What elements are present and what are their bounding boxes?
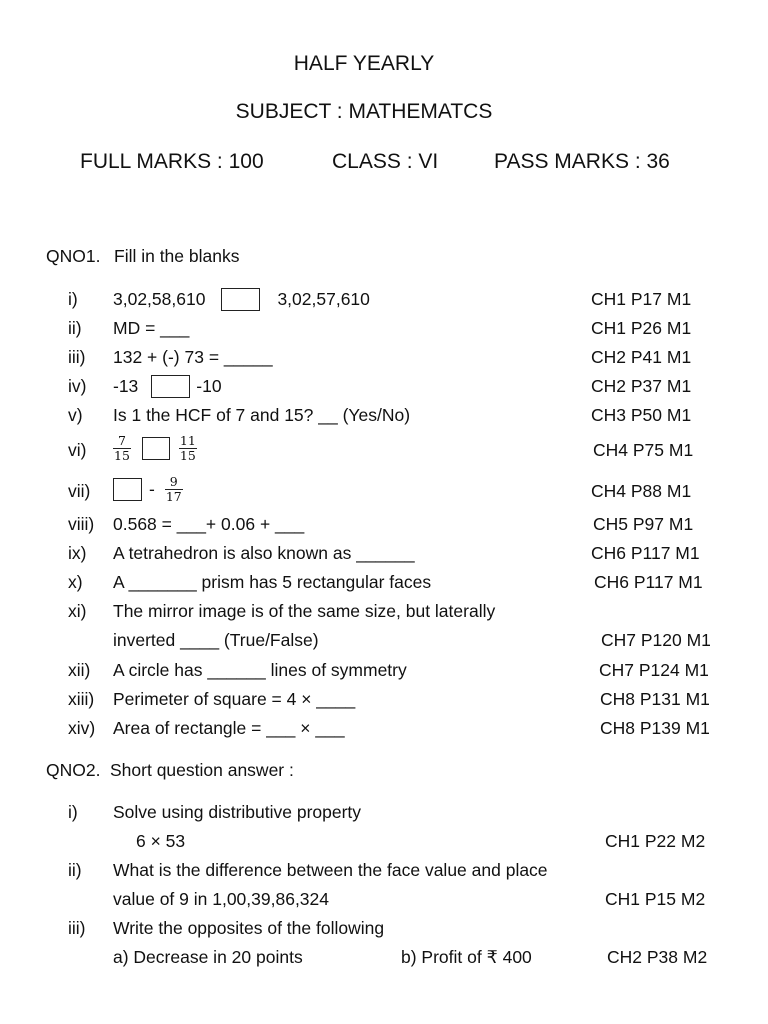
q1-item-num: ix) — [68, 543, 87, 563]
q1-item-text: Is 1 the HCF of 7 and 15? __ (Yes/No) — [113, 405, 411, 425]
fraction-right — [179, 434, 197, 461]
chapter-ref: CH5 P97 M1 — [593, 514, 694, 534]
q2-item-text: Solve using distributive property — [113, 802, 362, 822]
chapter-ref: CH2 P37 M1 — [591, 376, 692, 396]
q2-item-num: ii) — [68, 860, 82, 880]
q2-item-text-continued: 6 × 53 — [136, 831, 186, 851]
q1-item-text: Area of rectangle = ___ × ___ — [113, 718, 345, 738]
chapter-ref: CH6 P117 M1 — [594, 572, 703, 592]
subject-title: SUBJECT : MATHEMATCS — [235, 100, 493, 123]
full-marks: FULL MARKS : 100 — [80, 150, 264, 173]
answer-box[interactable] — [113, 478, 142, 501]
q1-item-text-continued: inverted ____ (True/False) — [113, 630, 319, 650]
fraction-denominator: 15 — [114, 447, 130, 463]
q1-item-num: xiv) — [68, 718, 96, 738]
q2-item-text: Write the opposites of the following — [113, 918, 385, 938]
exam-title: HALF YEARLY — [293, 52, 435, 75]
q1-label: QNO1. — [46, 246, 101, 266]
fraction-numerator: 9 — [169, 474, 178, 490]
q1-item-text: MD = ___ — [113, 318, 190, 338]
chapter-ref: CH4 P75 M1 — [593, 440, 694, 460]
q1-item-num: iii) — [68, 347, 86, 367]
q1-item-num: vii) — [68, 481, 91, 501]
class-label: CLASS : VI — [332, 150, 439, 173]
q1-item-num: xi) — [68, 601, 87, 621]
chapter-ref: CH7 P124 M1 — [599, 660, 709, 680]
q1-item-num: xii) — [68, 660, 91, 680]
fraction-right — [165, 475, 183, 502]
chapter-ref: CH1 P22 M2 — [605, 831, 706, 851]
number-right: 3,02,57,610 — [277, 288, 370, 309]
fraction-left — [113, 434, 131, 461]
q1-item-num: v) — [68, 405, 83, 425]
chapter-ref: CH4 P88 M1 — [591, 481, 692, 501]
chapter-ref: CH8 P139 M1 — [600, 718, 710, 738]
answer-box[interactable] — [221, 288, 260, 311]
number-left: -13 — [113, 375, 139, 396]
q2-label: QNO2. — [46, 760, 101, 780]
number-left: 3,02,58,610 — [113, 288, 206, 309]
q2-item-num: i) — [68, 802, 78, 822]
q1-item-num: x) — [68, 572, 83, 592]
number-right: -10 — [196, 375, 222, 396]
q1-item-num: iv) — [68, 376, 87, 396]
q2-item-part-a: a) Decrease in 20 points — [113, 947, 303, 967]
q1-item-content — [113, 470, 183, 508]
fraction-denominator: 17 — [165, 488, 182, 504]
q1-title: Fill in the blanks — [114, 246, 240, 266]
q1-item-text: The mirror image is of the same size, but laterally — [113, 601, 496, 621]
chapter-ref: CH7 P120 M1 — [601, 630, 711, 650]
q2-item-num: iii) — [68, 918, 86, 938]
fraction-numerator: 7 — [117, 433, 126, 449]
q2-title: Short question answer : — [110, 760, 294, 780]
chapter-ref: CH1 P26 M1 — [591, 318, 692, 338]
q1-item-content — [113, 374, 222, 398]
minus-sign: - — [149, 478, 155, 499]
q2-item-part-b: b) Profit of ₹ 400 — [401, 947, 532, 967]
chapter-ref: CH2 P38 M2 — [607, 947, 708, 967]
answer-box[interactable] — [142, 437, 170, 460]
q1-item-text: A tetrahedron is also known as ______ — [113, 543, 415, 563]
pass-marks: PASS MARKS : 36 — [494, 150, 670, 173]
q1-item-text: Perimeter of square = 4 × ____ — [113, 689, 356, 709]
q1-item-text: A circle has ______ lines of symmetry — [113, 660, 407, 680]
chapter-ref: CH2 P41 M1 — [591, 347, 692, 367]
answer-box[interactable] — [151, 375, 190, 398]
q1-item-content — [113, 287, 370, 311]
q1-item-content — [113, 429, 197, 467]
fraction-denominator: 15 — [179, 447, 196, 463]
chapter-ref: CH3 P50 M1 — [591, 405, 692, 425]
q1-item-num: xiii) — [68, 689, 95, 709]
fraction-numerator: 11 — [179, 433, 196, 449]
chapter-ref: CH6 P117 M1 — [591, 543, 700, 563]
q1-item-num: i) — [68, 289, 78, 309]
q2-item-text: What is the difference between the face value and place — [113, 860, 548, 880]
chapter-ref: CH1 P15 M2 — [605, 889, 706, 909]
chapter-ref: CH1 P17 M1 — [591, 289, 692, 309]
q2-item-text-continued: value of 9 in 1,00,39,86,324 — [113, 889, 330, 909]
q1-item-text: A _______ prism has 5 rectangular faces — [113, 572, 432, 592]
q1-item-num: vi) — [68, 440, 87, 460]
q1-item-num: viii) — [68, 514, 95, 534]
q1-item-text: 132 + (-) 73 = _____ — [113, 347, 273, 367]
q1-item-num: ii) — [68, 318, 82, 338]
chapter-ref: CH8 P131 M1 — [600, 689, 710, 709]
q1-item-text: 0.568 = ___+ 0.06 + ___ — [113, 514, 305, 534]
